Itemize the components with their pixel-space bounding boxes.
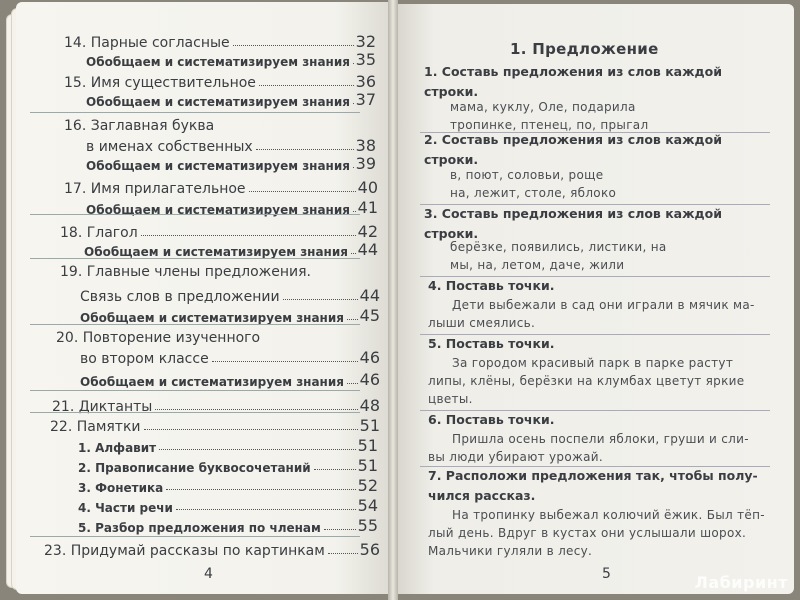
toc-entry [86, 154, 376, 173]
toc-dot-leader [347, 319, 358, 320]
task-2-line-1: в, поют, соловьи, роще [450, 168, 604, 182]
book-gutter [388, 0, 398, 600]
toc-entry-title: Связь слов в предложении [80, 289, 280, 305]
task-1-title: 1. Составь предложения из слов каждой строки. [424, 64, 722, 99]
toc-entry [60, 222, 378, 241]
toc-entry [80, 370, 380, 389]
toc-entry-title: 1. Алфавит [78, 441, 157, 455]
toc-entry [64, 32, 376, 51]
toc-entry [56, 330, 261, 346]
toc-page-number: 52 [357, 476, 378, 495]
task-2-line-2: на, лежит, столе, яблоко [450, 186, 617, 200]
toc-dot-leader [249, 191, 356, 192]
toc-page-number: 45 [359, 306, 380, 325]
toc-entry-title: 4. Части речи [78, 501, 173, 515]
toc-entry-title: 21. Диктанты [52, 399, 153, 415]
toc-dot-leader [283, 299, 358, 300]
toc-dot-leader [353, 63, 354, 64]
toc-dot-leader [353, 103, 354, 104]
toc-dot-leader [347, 383, 358, 384]
toc-page-number: 44 [359, 286, 380, 305]
task-3-title: 3. Составь предложения из слов каждой строки. [424, 206, 722, 241]
toc-dot-leader [233, 45, 354, 46]
toc-entry-title: в именах собственных [86, 139, 253, 155]
task-5-line-2: липы, клёны, берёзки на клумбах цветут яркие [428, 374, 745, 388]
toc-entry-title: Обобщаем и систематизируем знания [86, 159, 350, 173]
toc-dot-leader [141, 235, 356, 236]
left-page-number: 4 [204, 566, 213, 582]
toc-separator [30, 214, 360, 215]
toc-entry [78, 476, 378, 495]
toc-dot-leader [212, 361, 358, 362]
toc-page-number: 42 [357, 222, 378, 241]
toc-page-number: 51 [357, 456, 378, 475]
toc-dot-leader [176, 509, 356, 510]
right-page-number: 5 [602, 566, 611, 582]
toc-entry-title: 14. Парные согласные [64, 35, 230, 51]
toc-separator [30, 412, 360, 413]
toc-page-number: 48 [359, 396, 380, 415]
toc-entry [80, 348, 380, 367]
task-7-title: 7. Расположи предложения так, чтобы полу-чился рассказ. [428, 468, 758, 503]
toc-entry-title: 18. Глагол [60, 225, 138, 241]
toc-page-number: 38 [355, 136, 376, 155]
toc-entry [78, 516, 378, 535]
toc-page-number: 35 [355, 50, 376, 69]
task-6-title: 6. Поставь точки. [428, 412, 555, 427]
task-7-line-3: Мальчики гуляли в лесу. [428, 544, 593, 558]
task-7-line-1: На тропинку выбежал колючий ёжик. Был тёп- [452, 508, 765, 522]
toc-entry [50, 416, 380, 435]
toc-entry-title: 3. Фонетика [78, 481, 164, 495]
toc-entry [78, 456, 378, 475]
toc-entry-title: Обобщаем и систематизируем знания [80, 375, 344, 389]
toc-separator [30, 390, 360, 391]
watermark-logo: Лабиринт [694, 573, 788, 592]
toc-dot-leader [353, 211, 356, 212]
toc-entry [64, 178, 378, 197]
toc-page-number: 36 [355, 72, 376, 91]
toc-entry-title: во втором классе [80, 351, 209, 367]
toc-entry-title: Обобщаем и систематизируем знания [84, 245, 348, 259]
task-1-line-2: тропинке, птенец, по, прыгал [450, 118, 649, 132]
toc-entry [64, 72, 376, 91]
task-1-line-1: мама, куклу, Оле, подарила [450, 100, 636, 114]
toc-page-number: 32 [355, 32, 376, 51]
task-5-line-3: цветы. [428, 392, 473, 406]
toc-dot-leader [166, 489, 355, 490]
toc-entry [80, 286, 380, 305]
toc-separator [30, 324, 360, 325]
toc-separator [30, 258, 360, 259]
toc-page-number: 51 [359, 416, 380, 435]
section-title: 1. Предложение [510, 40, 659, 58]
toc-page-number: 40 [357, 178, 378, 197]
toc-page-number: 44 [357, 240, 378, 259]
toc-entry-title: 16. Заглавная буква [64, 118, 215, 134]
task-5-line-1: За городом красивый парк в парке растут [452, 356, 734, 370]
task-5-title: 5. Поставь точки. [428, 336, 555, 351]
toc-page-number: 56 [359, 540, 380, 559]
toc-dot-leader [159, 449, 356, 450]
toc-entry-title: Обобщаем и систематизируем знания [86, 203, 350, 217]
toc-page-number: 46 [359, 348, 380, 367]
task-4-title: 4. Поставь точки. [428, 278, 555, 293]
task-6-line-1: Пришла осень поспели яблоки, груши и сли- [452, 432, 749, 446]
toc-dot-leader [259, 85, 354, 86]
toc-dot-leader [256, 149, 354, 150]
toc-entry-title: Обобщаем и систематизируем знания [86, 55, 350, 69]
toc-entry-title: Обобщаем и систематизируем знания [80, 311, 344, 325]
toc-page-number: 54 [357, 496, 378, 515]
toc-entry-title: 2. Правописание буквосочетаний [78, 461, 311, 475]
toc-dot-leader [351, 253, 356, 254]
toc-separator [30, 112, 360, 113]
toc-entry-title: 15. Имя существительное [64, 75, 256, 91]
task-4-line-2: лыши смеялись. [428, 316, 536, 330]
toc-entry [80, 306, 380, 325]
task-7-line-2: лый день. Вдруг в кустах они услышали шорох. [428, 526, 747, 540]
toc-entry-title: 20. Повторение изученного [56, 330, 261, 346]
toc-dot-leader [324, 529, 356, 530]
toc-dot-leader [353, 167, 354, 168]
toc-separator [30, 536, 360, 537]
task-3-line-2: мы, на, летом, даче, жили [450, 258, 625, 272]
toc-entry-title: Обобщаем и систематизируем знания [86, 95, 350, 109]
toc-entry [86, 90, 376, 109]
toc-dot-leader [144, 429, 358, 430]
toc-dot-leader [314, 469, 356, 470]
toc-entry-title: 22. Памятки [50, 419, 141, 435]
toc-page-number: 51 [357, 436, 378, 455]
toc-entry [86, 136, 376, 155]
toc-page-number: 55 [357, 516, 378, 535]
toc-entry-title: 5. Разбор предложения по членам [78, 521, 321, 535]
toc-entry-title: 19. Главные члены предложения. [60, 264, 311, 280]
toc-entry [86, 50, 376, 69]
toc-entry [78, 496, 378, 515]
toc-page-number: 37 [355, 90, 376, 109]
toc-dot-leader [155, 409, 357, 410]
toc-dot-leader [328, 553, 358, 554]
toc-entry-title: 23. Придумай рассказы по картинкам [44, 543, 325, 559]
toc-entry-title: 17. Имя прилагательное [64, 181, 246, 197]
task-6-line-2: вы люди убирают урожай. [428, 450, 603, 464]
toc-entry [78, 436, 378, 455]
toc-page-number: 41 [357, 198, 378, 217]
toc-entry [84, 240, 378, 259]
toc-entry [60, 264, 310, 280]
toc-page-number: 46 [359, 370, 380, 389]
toc-entry [44, 540, 380, 559]
task-4-line-1: Дети выбежали в сад они играли в мячик ма- [452, 298, 755, 312]
toc-entry [64, 118, 215, 134]
task-2-title: 2. Составь предложения из слов каждой строки. [424, 132, 722, 167]
toc-page-number: 39 [355, 154, 376, 173]
task-3-line-1: берёзке, появились, листики, на [450, 240, 667, 254]
